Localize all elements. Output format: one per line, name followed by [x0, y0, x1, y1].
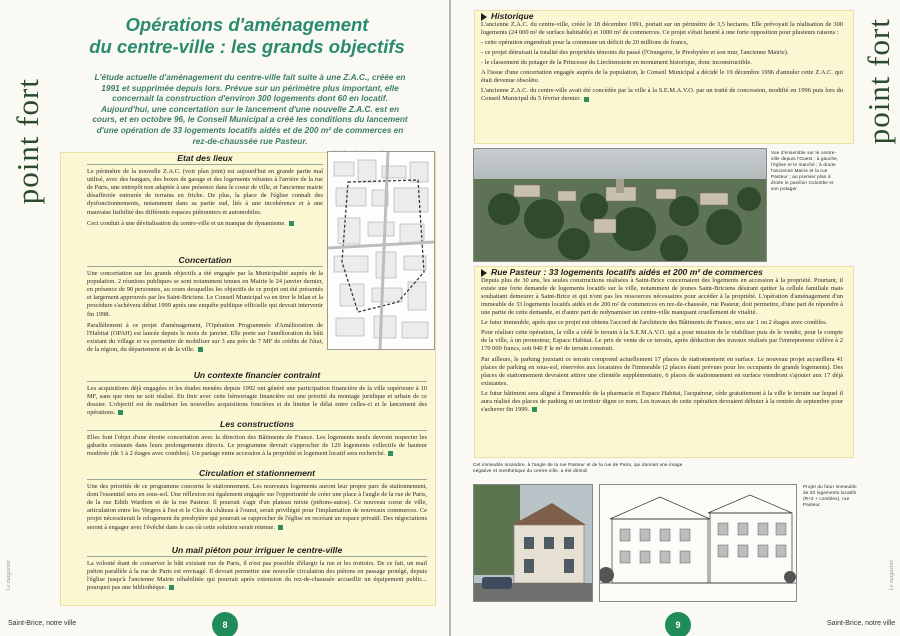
page-number-9: 9 [665, 612, 691, 636]
section-rue-pasteur [481, 268, 843, 416]
page-number-8: 8 [212, 612, 238, 636]
historique-paragraph: A l'issue d'une concertation engagée auprès de la population, le Conseil Municipal a décidé le 19 décembre 1996 d'annuler cette Z.A.C. qui était devenue obsolète. [481, 69, 843, 85]
project-drawing [599, 484, 797, 602]
section-heading: Etat des lieux [177, 153, 233, 163]
section-paragraph: Parallèlement à ce projet d'aménagement, l'Opération Programmée d'Amélioration de l'Habitat (OPAH) est lancée depuis le mois de janvier. Elle porte sur l'amélioration du bâti existant du village et va permettre de mobiliser sur 3 ans près de 7 MF de crédits de l'état, de la région, du département et de la ville. [87, 321, 323, 353]
intro-paragraph: L'étude actuelle d'aménagement du centre-ville fait suite à une Z.A.C., créée en 1991 et supprimée depuis lors. Prévue sur un périmètre plus important, elle concernait la construction d'environ 300 logements dont 60 en locatif. Aujourd'hui, une concertation sur le lancement d'une nouvelle Z.A.C. est en cours, et en octobre 96, le Conseil Municipal a créé les conditions du lancement d'une opération de 33 logements locatifs aidés et de 200 m² de commerces en rez-de-chaussée rue Pasteur. [92, 72, 408, 146]
map-drawing [328, 152, 434, 349]
section-circulation [87, 469, 427, 535]
rue-paragraph: Pour réaliser cette opération, la ville a cédé le terrain à la S.E.M.A.V.O. qui a pour mission de le viabiliser puis de le vendre, pour le compte de la ville, à un promoteur, Espace Habitat. Le prix de vente de ce terrain, après déduction des travaux réalisés par l'entrepreneur s'élève à 2 170 000 francs, soit 940 F le m² de terrain construit. [481, 329, 843, 353]
section-concertation [87, 256, 323, 357]
footer-right: Saint-Brice, notre ville [827, 620, 896, 627]
left-page [0, 0, 449, 636]
aerial-photo-image [474, 149, 766, 261]
title-line-1: Opérations d'aménagement [125, 14, 369, 35]
section-heading: Les constructions [219, 419, 295, 429]
section-historique [481, 12, 843, 106]
rue-pasteur-heading: Rue Pasteur : 33 logements locatifs aidés et 200 m² de commerces [491, 267, 763, 277]
old-building-image [474, 485, 592, 601]
section-contexte-financier [87, 371, 427, 420]
section-paragraph: La volonté étant de conserver le bâti existant rue de Paris, il n'est pas possible d'élargir la rue et les trottoirs. De ce fait, un mail piéton parallèle à la rue de Paris est envisagé. Il devrait permettre une nouvelle circulation des piétons en passage protégé, depuis l'église jusqu'à l'ancienne Mairie réhabilitée qui pourrait après extension du rez-de-chaussée accueillir un équipement public... pourquoi pas une bibliothèque. [87, 560, 427, 592]
historique-paragraph: - ce projet détruisait la totalité des propriétés témoins du passé (l'Orangerie, le Presbytère et son mur, l'ancienne Mairie). [481, 49, 789, 57]
aerial-photo [473, 148, 767, 262]
rue-paragraph: Le futur bâtiment sera aligné à l'immeuble de la pharmacie et Espace Habitat, l'acquéreur, cède gratuitement à la ville le terrain sur lequel il aura réalisé des places de parking et un trottoir digne ce nom. Les travaux de cette opération devraient débuter à la rentrée de septembre pour s'achever fin 1999. [481, 389, 843, 414]
section-heading: Concertation [178, 255, 232, 265]
rue-paragraph: Depuis plus de 30 ans, les seules constructions réalisées à Saint-Brice concernaient des logements en accession à la propriété. Pourtant, il existe une forte demande de logements locatifs sur la ville, notamment de jeunes Saint-Briciens désirant quitter la cellule familiale mais souhaitant demeurer à Saint-Brice et qui n'ont pas les ressources nécessaires pour accéder à la propriété. L'opération d'aménagement d'un immeuble de 33 logements locatifs aidés et de 200 m² de commerces en rez-de-chaussée, rue Pasteur, doit permettre, d'une part de répondre à une partie de cette demande, et d'autre part de redynamiser un centre-ville manquant cruellement de vitalité. [481, 276, 843, 317]
section-paragraph: Ceci conduit à une dévitalisation du centre-ville et un manque de dynamisme. [87, 219, 286, 227]
aerial-caption: Vue d'ensemble sur le centre-ville depuis l'Ouest : à gauche, l'église et le marché ; à droite l'ancienne Mairie et la rue Pasteur ; au premier plan à droite le pavillon Colombe et son potager. [771, 150, 839, 191]
section-paragraph: Les acquisitions déjà engagées et les études menées depuis 1992 ont généré une participation financière de la ville supérieure à 10 MF, sans que rien ne soit réalisé. En finir avec cette hémorragie financière est une priorité du montage juridique et urbain de ce dossier. L'objectif est de maîtriser les nouvelles acquisitions foncières et de limiter le délai entre celles-ci et le lancement des opérations. [87, 385, 427, 417]
historique-paragraph: - cette opération engendrait pour la commune un déficit de 20 millions de francs, [481, 38, 688, 46]
section-mail-pieton [87, 546, 427, 595]
section-paragraph: Elles font l'objet d'une étroite concertation avec la direction des Bâtiments de France. Les logements neufs devront respecter les gabarits existants dans leurs prolongements directs. Le programme devrait s'approcher de 120 logements collectifs de hauteur modérée (de 1 à 2 étages avec combles). Un partage entre accession à la propriété et logement locatif sera recherché. [87, 434, 427, 458]
side-magazine-right: Le magazine [889, 560, 895, 591]
zac-perimeter-map [327, 151, 435, 350]
historique-paragraph: L'ancienne Z.A.C. du centre-ville avait été concédée par la ville à la S.E.M.A.V.O. par un traité de concession, modifié en 1996 puis lors du Conseil Municipal du 5 février dernier. [481, 87, 843, 103]
historique-paragraph: - le classement du potager de la Princesse du Liechtenstein en monument historique, donc inconstructible. [481, 59, 752, 67]
section-heading: Un contexte financier contraint [193, 370, 321, 380]
side-magazine-left: Le magazine [6, 560, 12, 591]
right-page [451, 0, 900, 636]
section-paragraph: Une concertation sur les grands objectifs a été engagée par la Municipalité auprès de la population. 2 réunions publiques se sont notamment tenues en Mairie le 24 janvier dernier, en présence de 90 personnes, au cours desquelles les objectifs de ce projet ont été présentés et largement approuvés par les Saint-Briciens. Le Conseil Municipal va en tirer le bilan et la procédure s'achèvera début 1999 après une enquête publique officielle qui devrait intervenir fin 1998. [87, 270, 323, 318]
section-heading: Un mail piéton pour irriguer le centre-ville [171, 545, 343, 555]
triangle-bullet-icon [481, 269, 487, 277]
triangle-bullet-icon [481, 13, 487, 21]
photo-caption: Cet immeuble insalubre, à l'angle de la rue Pasteur et de la rue de Paris, qui donnait une image négative et inesthétique du centre-ville, a été démoli [473, 462, 683, 473]
section-etat-des-lieux [87, 154, 323, 231]
side-title-left: point fort [10, 78, 45, 205]
historique-paragraph: L'ancienne Z.A.C. du centre-ville, créée le 18 décembre 1991, portait sur un périmètre de 3,5 hectares. Elle prévoyait la réalisation de 300 logements (24 000 m² de surface habitable) et 1000 m² de commerces. Ce projet s'était heurté à une forte opposition pour plusieurs raisons : [481, 20, 843, 36]
historique-heading: Historique [491, 11, 534, 21]
project-drawing-image [600, 485, 796, 601]
section-paragraph: Le périmètre de la nouvelle Z.A.C. (voir plan joint) est aujourd'hui en grande partie mal utilisé, avec des hangars, des boxes de garage et des logements vétustes à l'arrière de la rue de Paris, une entrepôt non adaptée à une présence dans le coeur de ville, et l'ancienne mairie désaffectée entourée de terrains en friche. De plus, la place de l'église connaît des dysfonctionnements, notamment dans sa partie sud, liés à une incohérence et à une mauvaise lisibilité des différents espaces piétonniers et automobiles. [87, 168, 323, 216]
section-paragraph: Une des priorités de ce programme concerne le stationnement. Les nouveaux logements auront leur propre parc de stationnement, dont l'essentiel sera en sous-sol. Une réflexion est également engagée sur l'opportunité de créer une place à l'angle de la rue de Paris, de la rue Edith Warthon et de la rue Pasteur. Il pourrait s'agir d'un plateau mixte (piétons-autos). Ce nouveau coeur de ville, articulation entre les Vergers à l'est et le Clos du château à l'ouest, serait privilégié pour l'implantation de nouveaux commerces. Ce projet nécessiterait le relogement du presbytère qui pourrait se rapprocher de l'église en recréant un espace privatif. Des négociations seront à engager avec l'évêché dans le cas où cette solution serait retenue. [87, 483, 427, 531]
side-title-right: point fort [861, 18, 896, 145]
section-constructions [87, 420, 427, 461]
project-caption: Projet du futur immeuble de 33 logements locatifs (R+2 + combles), rue Pasteur. [803, 484, 857, 507]
footer-left: Saint-Brice, notre ville [8, 620, 77, 627]
rue-paragraph: Le futur immeuble, après que ce projet eut obtenu l'accord de l'architecte des Bâtiments de France, sera sur 1 ou 2 étages avec combles. [481, 319, 828, 327]
rue-paragraph: Par ailleurs, le parking jouxtant ce terrain comprend actuellement 17 places de stationnement en surface. Le nouveau projet accueillera 41 places de parking en sous-sol, réservées aux locataires de l'immeuble (2 places étant prévues pour les occupants de grands logements). Des places de stationnement devraient attirer une clientèle supplémentaire, 6 places de stationnement en surface viendront s'ajouter aux 17 déjà existantes. [481, 355, 843, 387]
old-building-photo [473, 484, 593, 602]
page-title [82, 14, 412, 58]
section-heading: Circulation et stationnement [198, 468, 316, 478]
title-line-2: du centre-ville : les grands objectifs [89, 36, 405, 57]
